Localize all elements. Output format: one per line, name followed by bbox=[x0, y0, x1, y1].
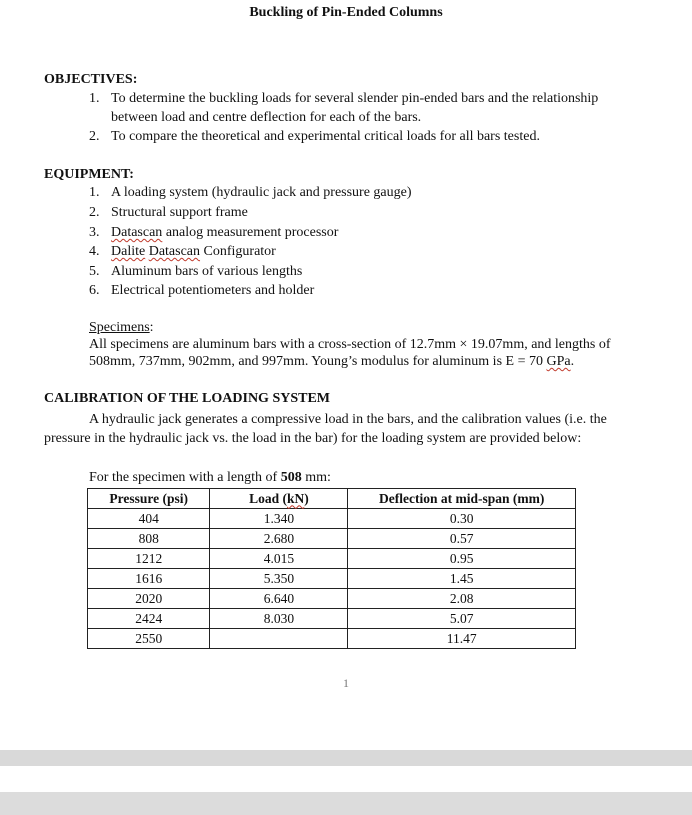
specimens-label: Specimens: bbox=[89, 320, 154, 335]
calibration-heading: CALIBRATION OF THE LOADING SYSTEM bbox=[44, 391, 331, 406]
cell-load: 4.015 bbox=[210, 549, 348, 569]
page-title: Buckling of Pin-Ended Columns bbox=[249, 5, 443, 20]
cell-load bbox=[210, 629, 348, 649]
cell-load: 8.030 bbox=[210, 609, 348, 629]
cell-load: 2.680 bbox=[210, 529, 348, 549]
table-row bbox=[88, 629, 576, 649]
spellcheck-word-datascan-2: Datascan bbox=[148, 244, 201, 259]
cell-pressure: 404 bbox=[88, 509, 210, 529]
objective-1-number: 1. bbox=[89, 91, 100, 106]
equipment-4-text: Dalite Datascan Configurator bbox=[111, 244, 276, 259]
table-row bbox=[88, 589, 576, 609]
equipment-3-text: Datascan analog measurement processor bbox=[111, 225, 339, 240]
objective-2-number: 2. bbox=[89, 129, 100, 144]
cell-pressure: 2020 bbox=[88, 589, 210, 609]
equipment-2-text: Structural support frame bbox=[111, 205, 248, 220]
cell-deflection: 2.08 bbox=[348, 589, 576, 609]
cell-load: 1.340 bbox=[210, 509, 348, 529]
calibration-paragraph-line2: pressure in the hydraulic jack vs. the load in the bar) for the loading system are provided below: bbox=[44, 431, 582, 446]
spellcheck-word-datascan: Datascan bbox=[111, 225, 163, 240]
objectives-heading: OBJECTIVES: bbox=[44, 72, 138, 87]
cell-load: 6.640 bbox=[210, 589, 348, 609]
objective-1-line2: between load and centre deflection for each of the bars. bbox=[111, 110, 422, 125]
cell-load: 5.350 bbox=[210, 569, 348, 589]
cell-deflection: 0.57 bbox=[348, 529, 576, 549]
cell-deflection: 5.07 bbox=[348, 609, 576, 629]
cell-pressure: 2424 bbox=[88, 609, 210, 629]
calibration-table bbox=[87, 488, 576, 649]
table-header-row bbox=[88, 489, 576, 509]
cell-pressure: 808 bbox=[88, 529, 210, 549]
page-separator-band bbox=[0, 750, 692, 766]
specimens-line1: All specimens are aluminum bars with a cross-section of 12.7mm × 19.07mm, and lengths of bbox=[89, 337, 611, 352]
header-pressure: Pressure (psi) bbox=[88, 489, 210, 509]
equipment-4-number: 4. bbox=[89, 244, 100, 259]
objective-2-text: To compare the theoretical and experimental critical loads for all bars tested. bbox=[111, 129, 540, 144]
objective-1-line1: To determine the buckling loads for several slender pin-ended bars and the relationship bbox=[111, 91, 599, 106]
calibration-paragraph-line1: A hydraulic jack generates a compressive load in the bars, and the calibration values (i.e. the bbox=[89, 412, 607, 427]
spellcheck-word-dalite: Dalite bbox=[111, 244, 146, 259]
table-caption: For the specimen with a length of 508 mm: bbox=[89, 470, 331, 485]
cell-deflection: 11.47 bbox=[348, 629, 576, 649]
table-row bbox=[88, 509, 576, 529]
equipment-5-number: 5. bbox=[89, 264, 100, 279]
equipment-1-number: 1. bbox=[89, 185, 100, 200]
equipment-1-text: A loading system (hydraulic jack and pressure gauge) bbox=[111, 185, 412, 200]
equipment-6-number: 6. bbox=[89, 283, 100, 298]
cell-deflection: 0.95 bbox=[348, 549, 576, 569]
cell-deflection: 0.30 bbox=[348, 509, 576, 529]
spellcheck-word-gpa: GPa bbox=[546, 354, 571, 369]
next-page-edge bbox=[0, 792, 692, 815]
equipment-5-text: Aluminum bars of various lengths bbox=[111, 264, 303, 279]
header-load: Load (kN) bbox=[210, 489, 348, 509]
header-deflection: Deflection at mid-span (mm) bbox=[348, 489, 576, 509]
cell-pressure: 2550 bbox=[88, 629, 210, 649]
page-number: 1 bbox=[343, 676, 349, 690]
equipment-2-number: 2. bbox=[89, 205, 100, 220]
cell-deflection: 1.45 bbox=[348, 569, 576, 589]
specimens-line2: 508mm, 737mm, 902mm, and 997mm. Young’s modulus for aluminum is E = 70 GPa. bbox=[89, 354, 575, 369]
cell-pressure: 1212 bbox=[88, 549, 210, 569]
equipment-3-number: 3. bbox=[89, 225, 100, 240]
table-row bbox=[88, 529, 576, 549]
table-row bbox=[88, 609, 576, 629]
page-gap bbox=[0, 766, 692, 792]
equipment-6-text: Electrical potentiometers and holder bbox=[111, 283, 315, 298]
equipment-heading: EQUIPMENT: bbox=[44, 167, 134, 182]
table-row bbox=[88, 549, 576, 569]
cell-pressure: 1616 bbox=[88, 569, 210, 589]
table-row bbox=[88, 569, 576, 589]
